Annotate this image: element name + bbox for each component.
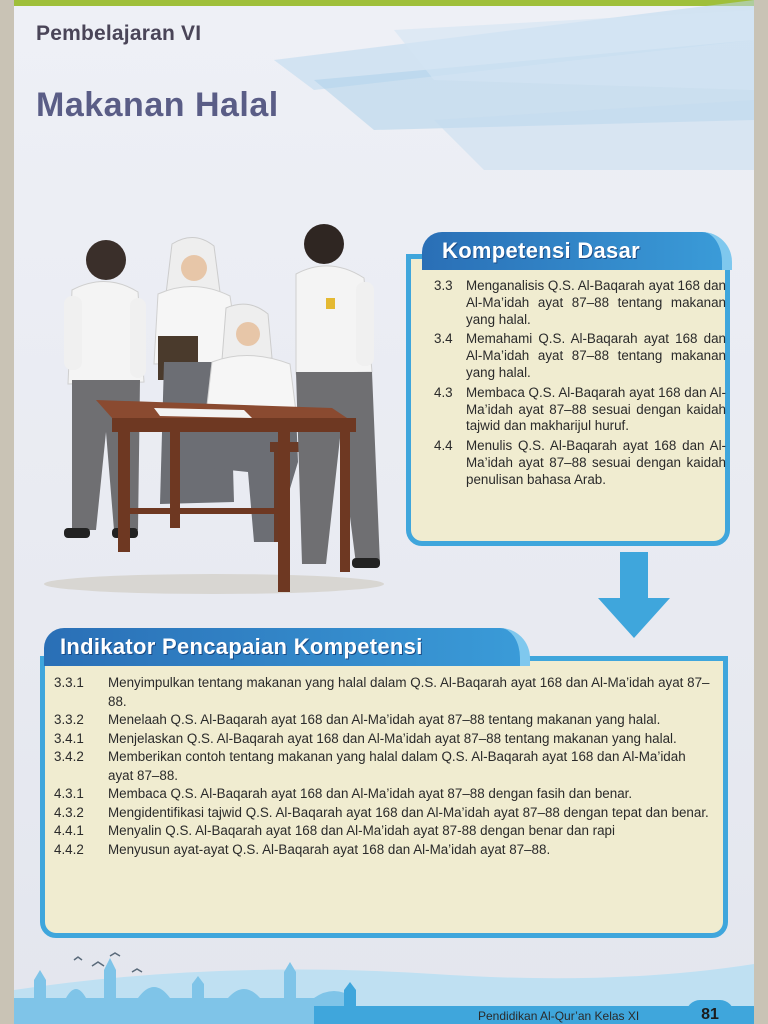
down-arrow-icon (598, 552, 670, 642)
indikator-item (54, 841, 714, 860)
kd-item-text: Memahami Q.S. Al-Baqarah ayat 168 dan Al-Ma’idah ayat 87–88 tentang makanan yang halal. (466, 331, 726, 380)
indikator-item-text: Membaca Q.S. Al-Baqarah ayat 168 dan Al-Ma’idah ayat 87–88 dengan fasih dan benar. (108, 786, 633, 801)
kompetensi-dasar-heading: Kompetensi Dasar (442, 238, 640, 263)
indikator-item-text: Menjelaskan Q.S. Al-Baqarah ayat 168 dan Al-Ma’idah ayat 87–88 tentang makanan yang halal. (108, 730, 677, 746)
indikator-item-number: 4.3.1 (54, 786, 84, 801)
page-number-tab (686, 1000, 734, 1024)
kd-item-text: Menulis Q.S. Al-Baqarah ayat 168 dan Al-Ma’idah ayat 87–88 sesuai dengan kaidah penulisan bahasa Arab. (466, 438, 726, 487)
indikator-item-text: Mengidentifikasi tajwid Q.S. Al-Baqarah ayat 168 dan Al-Ma’idah ayat 87–88 dengan tepat dan benar. (108, 804, 709, 820)
lesson-label: Pembelajaran VI (36, 22, 202, 45)
mosque-skyline-illustration (14, 950, 754, 1024)
kd-item (426, 385, 726, 435)
indikator-item-number: 4.3.2 (54, 804, 84, 820)
indikator-item (54, 804, 714, 823)
kd-item (426, 438, 726, 488)
indikator-item-number: 4.4.1 (54, 823, 84, 838)
kd-item (426, 278, 726, 328)
indikator-item-text: Menelaah Q.S. Al-Baqarah ayat 168 dan Al-Ma’idah ayat 87–88 tentang makanan yang halal. (108, 712, 661, 727)
kd-item-text: Menganalisis Q.S. Al-Baqarah ayat 168 dan Al-Ma’idah ayat 87–88 tentang makanan yang halal. (466, 278, 726, 327)
indikator-item-number: 3.4.2 (54, 749, 84, 764)
textbook-page (14, 0, 754, 1024)
indikator-item-number: 3.3.1 (54, 675, 84, 690)
page-title: Makanan Halal (36, 86, 279, 124)
kd-item-number: 4.3 (434, 384, 453, 400)
indikator-item (54, 711, 714, 730)
indikator-item-text: Menyimpulkan tentang makanan yang halal dalam Q.S. Al-Baqarah ayat 168 dan Al-Ma’idah ayat 87–88. (108, 675, 710, 709)
indikator-item (54, 822, 714, 841)
kd-item-number: 3.4 (434, 331, 453, 347)
indikator-item-number: 4.4.2 (54, 841, 84, 857)
indikator-item (54, 748, 714, 785)
indikator-item (54, 785, 714, 804)
kompetensi-dasar-list (426, 278, 726, 489)
indikator-item-text: Menyusun ayat-ayat Q.S. Al-Baqarah ayat 168 dan Al-Ma’idah ayat 87–88. (108, 841, 551, 857)
indikator-item-text: Menyalin Q.S. Al-Baqarah ayat 168 dan Al-Ma’idah ayat 87-88 dengan benar dan rapi (108, 823, 615, 838)
indikator-list (54, 674, 714, 859)
indikator-item (54, 674, 714, 711)
indikator-heading: Indikator Pencapaian Kompetensi (60, 634, 423, 659)
indikator-item-number: 3.3.2 (54, 712, 84, 727)
kompetensi-dasar-tab (422, 232, 732, 270)
kd-item (426, 331, 726, 381)
footer-book-title: Pendidikan Al-Qur’an Kelas XI (478, 1009, 640, 1023)
kd-item-text: Membaca Q.S. Al-Baqarah ayat 168 dan Al-Ma’idah ayat 87–88 sesuai dengan kaidah tajwid dan makharijul huruf. (466, 384, 726, 434)
indikator-tab (44, 628, 530, 666)
page-number: 81 (701, 1006, 719, 1023)
indikator-item-text: Memberikan contoh tentang makanan yang halal dalam Q.S. Al-Baqarah ayat 168 dan Al-Ma’idah ayat 87–88. (108, 749, 686, 783)
indikator-item (54, 730, 714, 749)
students-photo (34, 212, 394, 602)
indikator-item-number: 3.4.1 (54, 730, 84, 746)
kd-item-number: 4.4 (434, 438, 453, 454)
kd-item-number: 3.3 (434, 278, 453, 293)
